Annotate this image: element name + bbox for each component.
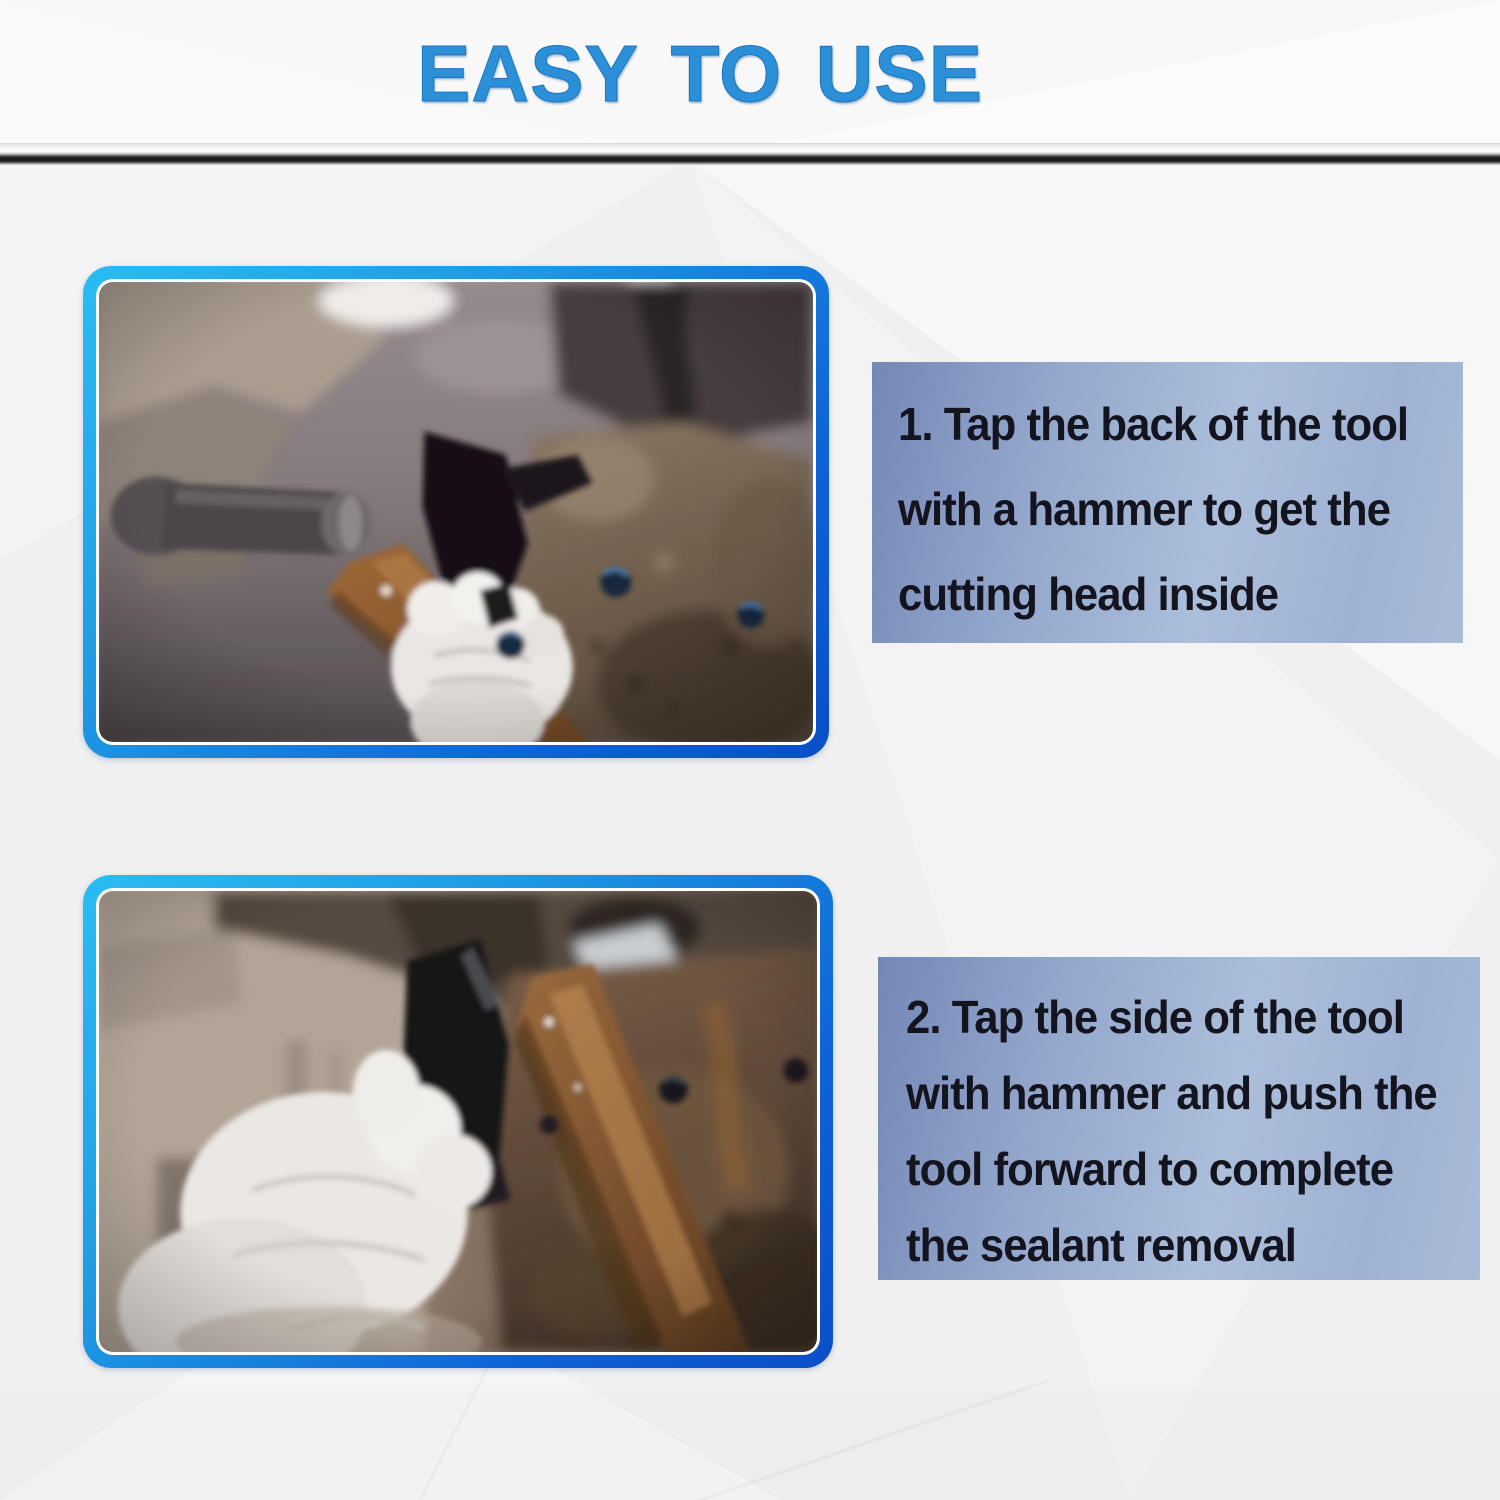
step-1-photo-frame xyxy=(83,266,829,758)
page-title: EASY TO USE xyxy=(417,29,983,118)
step-2-photo-mat xyxy=(96,888,820,1355)
step-1-text-line-1: 1. Tap the back of the tool xyxy=(898,398,1409,450)
step-2-photo-frame xyxy=(83,875,833,1368)
step-2-callout xyxy=(878,957,1480,1280)
photo-vignette-2 xyxy=(99,891,817,1352)
step-1-photo-mat xyxy=(96,279,816,745)
step-2-text-line-2: with hammer and push the xyxy=(906,1067,1437,1119)
step-1-photo xyxy=(99,282,813,742)
metallic-divider xyxy=(0,143,1500,165)
step-1-callout xyxy=(872,362,1463,643)
step-2-photo xyxy=(99,891,817,1352)
step-2-text-line-1: 2. Tap the side of the tool xyxy=(906,991,1404,1043)
step-2-text-line-4: the sealant removal xyxy=(906,1219,1297,1271)
photo-vignette xyxy=(99,282,813,742)
step-1-text-line-2: with a hammer to get the xyxy=(898,483,1390,535)
step-1-text-line-3: cutting head inside xyxy=(898,568,1279,620)
step-2-text-line-3: tool forward to complete xyxy=(906,1143,1394,1195)
